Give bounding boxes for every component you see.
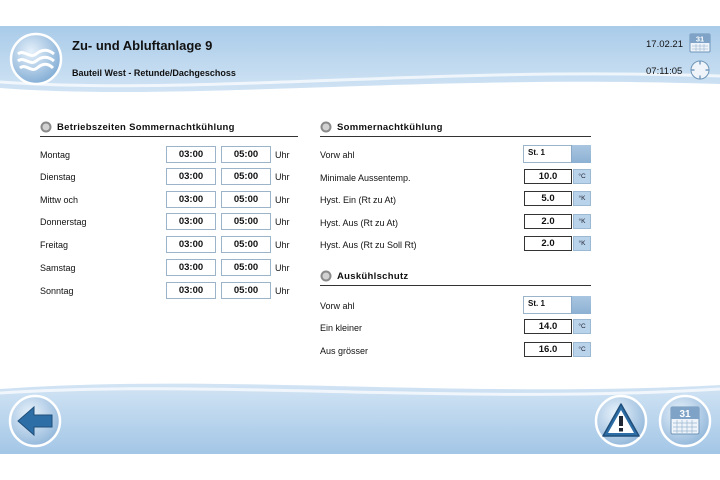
header-date: 17.02.21 bbox=[646, 39, 683, 50]
page-subtitle: Bauteil West - Retunde/Dachgeschoss bbox=[72, 68, 236, 78]
bottom-margin bbox=[0, 454, 720, 480]
day-label: Sonntag bbox=[40, 286, 74, 296]
calendar-day: 31 bbox=[679, 409, 691, 420]
time-unit: Uhr bbox=[275, 263, 290, 273]
preselect-dropdown[interactable] bbox=[523, 145, 591, 163]
end-time-field[interactable]: 05:00 bbox=[221, 213, 271, 230]
time-unit: Uhr bbox=[275, 172, 290, 182]
param-label: Hyst. Aus (Rt zu Soll Rt) bbox=[320, 240, 417, 250]
calendar-icon[interactable] bbox=[689, 33, 711, 53]
param-unit: °K bbox=[573, 214, 591, 229]
start-time-field[interactable]: 03:00 bbox=[166, 259, 216, 276]
section-title: Sommernachtkühlung bbox=[337, 122, 443, 133]
day-label: Mittw och bbox=[40, 195, 79, 205]
section-title: Betriebszeiten Sommernachtkühlung bbox=[57, 122, 235, 133]
param-unit: °K bbox=[573, 236, 591, 251]
preselect-label: Vorw ahl bbox=[320, 301, 355, 311]
param-value-field[interactable]: 5.0 bbox=[524, 191, 572, 206]
top-margin bbox=[0, 0, 720, 26]
end-time-field[interactable]: 05:00 bbox=[221, 146, 271, 163]
time-unit: Uhr bbox=[275, 150, 290, 160]
section-bullet-icon bbox=[40, 121, 52, 133]
time-unit: Uhr bbox=[275, 286, 290, 296]
end-time-field[interactable]: 05:00 bbox=[221, 282, 271, 299]
preselect-dropdown[interactable] bbox=[523, 296, 591, 314]
param-label: Hyst. Ein (Rt zu At) bbox=[320, 195, 397, 205]
param-value-field[interactable]: 10.0 bbox=[524, 169, 572, 184]
start-time-field[interactable]: 03:00 bbox=[166, 282, 216, 299]
calendar-button[interactable] bbox=[658, 394, 712, 448]
preselect-label: Vorw ahl bbox=[320, 150, 355, 160]
param-label: Ein kleiner bbox=[320, 323, 363, 333]
end-time-field[interactable]: 05:00 bbox=[221, 259, 271, 276]
param-unit: °C bbox=[573, 169, 591, 184]
section-operating-times bbox=[40, 121, 298, 137]
dropdown-button[interactable] bbox=[571, 296, 591, 314]
section-bullet-icon bbox=[320, 121, 332, 133]
calendar-icon bbox=[671, 407, 699, 434]
section-title: Auskühlschutz bbox=[337, 271, 409, 282]
preselect-value: St. 1 bbox=[528, 148, 545, 157]
param-label: Hyst. Aus (Rt zu At) bbox=[320, 218, 399, 228]
section-cooldown-protection bbox=[320, 270, 591, 286]
end-time-field[interactable]: 05:00 bbox=[221, 191, 271, 208]
day-label: Samstag bbox=[40, 263, 76, 273]
start-time-field[interactable]: 03:00 bbox=[166, 236, 216, 253]
day-label: Freitag bbox=[40, 240, 69, 250]
param-label: Aus grösser bbox=[320, 346, 369, 356]
param-value-field[interactable]: 14.0 bbox=[524, 319, 572, 334]
dropdown-button[interactable] bbox=[571, 145, 591, 163]
clock-icon[interactable] bbox=[690, 60, 710, 80]
end-time-field[interactable]: 05:00 bbox=[221, 168, 271, 185]
param-unit: °C bbox=[573, 319, 591, 334]
param-unit: °K bbox=[573, 191, 591, 206]
param-value-field[interactable]: 2.0 bbox=[524, 236, 572, 251]
end-time-field[interactable]: 05:00 bbox=[221, 236, 271, 253]
day-label: Donnerstag bbox=[40, 217, 87, 227]
param-label: Minimale Aussentemp. bbox=[320, 173, 411, 183]
time-unit: Uhr bbox=[275, 217, 290, 227]
day-label: Montag bbox=[40, 150, 71, 160]
alarm-button[interactable] bbox=[594, 394, 648, 448]
page-title: Zu- und Abluftanlage 9 bbox=[72, 38, 213, 53]
time-unit: Uhr bbox=[275, 195, 290, 205]
section-summer-cooling bbox=[320, 121, 591, 137]
start-time-field[interactable]: 03:00 bbox=[166, 168, 216, 185]
waves-logo-icon bbox=[9, 32, 63, 86]
param-value-field[interactable]: 2.0 bbox=[524, 214, 572, 229]
section-bullet-icon bbox=[320, 270, 332, 282]
header-time: 07:11:05 bbox=[646, 66, 683, 77]
start-time-field[interactable]: 03:00 bbox=[166, 146, 216, 163]
time-unit: Uhr bbox=[275, 240, 290, 250]
calendar-icon-day: 31 bbox=[695, 34, 705, 44]
preselect-value: St. 1 bbox=[528, 299, 545, 308]
start-time-field[interactable]: 03:00 bbox=[166, 213, 216, 230]
param-unit: °C bbox=[573, 342, 591, 357]
day-label: Dienstag bbox=[40, 172, 76, 182]
back-button[interactable] bbox=[8, 394, 62, 448]
start-time-field[interactable]: 03:00 bbox=[166, 191, 216, 208]
param-value-field[interactable]: 16.0 bbox=[524, 342, 572, 357]
